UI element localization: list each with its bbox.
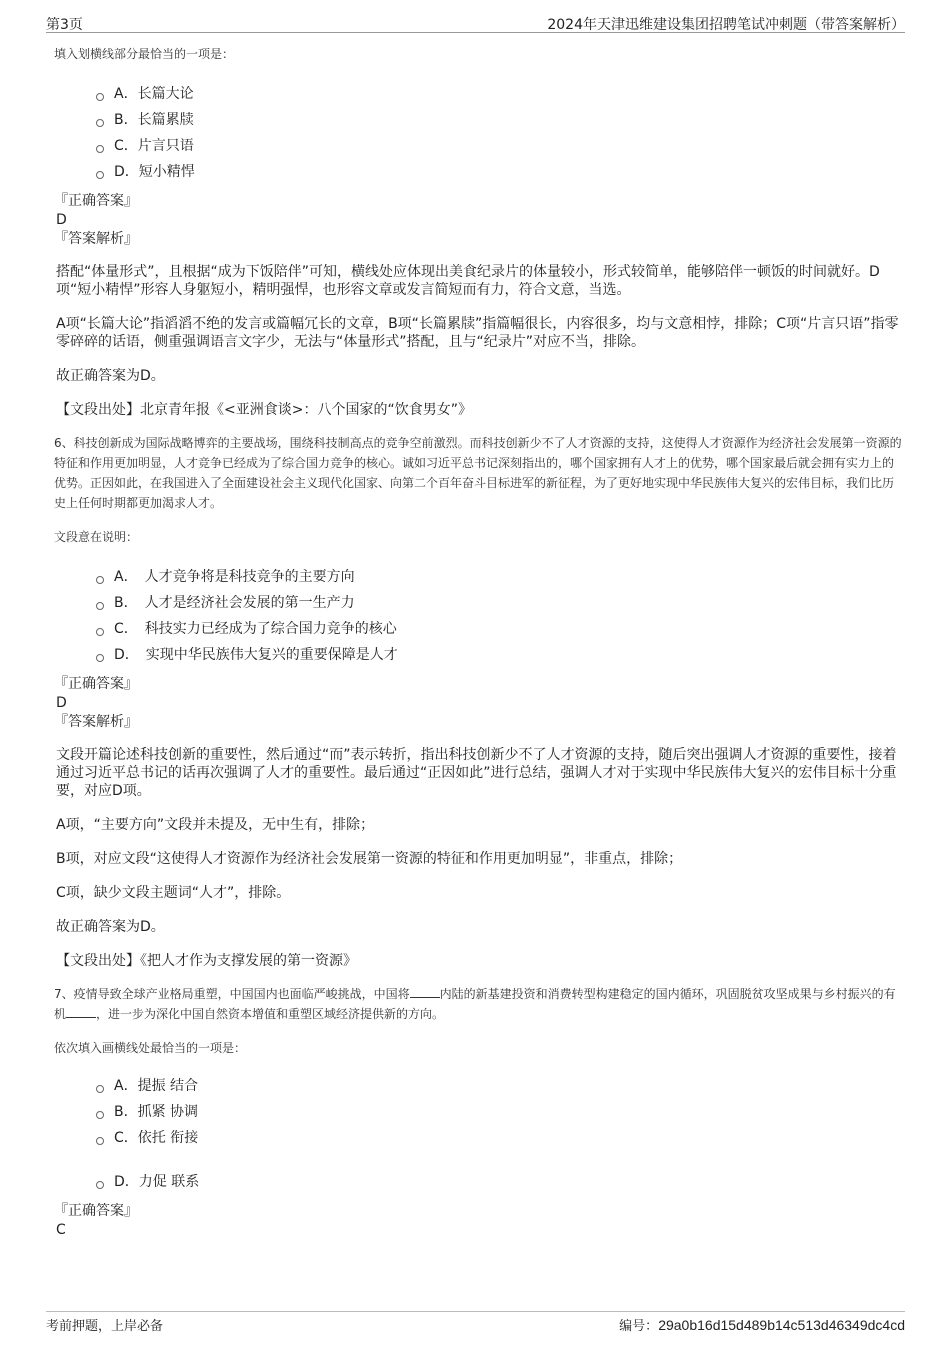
radio-icon[interactable]	[96, 119, 104, 127]
page-number: 第3页	[46, 17, 83, 33]
q6-source: 【文段出处】《把人才作为支撑发展的第一资源》	[56, 953, 357, 969]
option-label: A．长篇大论	[114, 86, 194, 102]
document-body	[54, 44, 902, 1239]
q5-analysis-paragraph: 搭配“体量形式”，且根据“成为下饭陪伴”可知，横线处应体现出美食纪录片的体量较小，形式较简单，能够陪伴一顿饭的时间就好。D项“短小精悍”形容人身躯短小，精明强悍，也形容文章或发言简短而有力，符合文意，当选。	[56, 264, 880, 298]
fill-blank	[66, 1005, 96, 1018]
q6-analysis-paragraph: A项，“主要方向”文段并未提及，无中生有，排除；	[56, 817, 375, 833]
fill-blank	[410, 985, 440, 998]
q7-options	[54, 1073, 902, 1195]
radio-icon[interactable]	[96, 1137, 104, 1145]
footer-slogan: 考前押题，上岸必备	[46, 1319, 164, 1334]
q5-analysis-paragraph: A项“长篇大论”指滔滔不绝的发言或篇幅冗长的文章，B项“长篇累牍”指篇幅很长，内容很多，均与文意相悖，排除；C项“片言只语”指零零碎碎的话语，侧重强调语言文字少，无法与“体量形式”搭配，且与“纪录片”对应不当，排除。	[56, 316, 899, 350]
code-label: 编号：	[619, 1319, 659, 1334]
option-label: D．力促 联系	[114, 1174, 200, 1190]
radio-icon[interactable]	[96, 654, 104, 662]
q5-option-a[interactable]	[96, 81, 902, 107]
q7-option-d[interactable]	[96, 1169, 902, 1195]
radio-icon[interactable]	[96, 602, 104, 610]
page-footer	[46, 1311, 905, 1334]
q7-stem: 7、疫情导致全球产业格局重塑，中国国内也面临严峻挑战，中国将 内陆的新基建投资和消费转型构建稳定的国内循环，巩固脱贫攻坚成果与乡村振兴的有机 ，进一步为深化中国自然资本增值和重塑区域经济提供新的方向。	[54, 987, 896, 1021]
radio-icon[interactable]	[96, 171, 104, 179]
option-label: C．片言只语	[114, 138, 194, 154]
q6-prompt: 文段意在说明：	[54, 530, 139, 544]
page-header	[46, 12, 905, 33]
document-title: 2024年天津迅维建设集团招聘笔试冲刺题（带答案解析）	[547, 17, 905, 33]
radio-icon[interactable]	[96, 145, 104, 153]
q7-option-c[interactable]	[96, 1125, 902, 1151]
option-label: A．提振 结合	[114, 1078, 199, 1094]
q6-analysis-paragraph: 文段开篇论述科技创新的重要性，然后通过“而”表示转折，指出科技创新少不了人才资源的支持，随后突出强调人才资源的重要性，接着通过习近平总书记的话再次强调了人才的重要性。最后通过“正因如此”进行总结，强调人才对于实现中华民族伟大复兴的宏伟目标十分重要，对应D项。	[56, 747, 897, 799]
option-label: D．短小精悍	[114, 164, 195, 180]
q7-option-b[interactable]	[96, 1099, 902, 1125]
radio-icon[interactable]	[96, 1085, 104, 1093]
radio-icon[interactable]	[96, 1111, 104, 1119]
q5-source: 【文段出处】北京青年报《<亚洲食谈>：八个国家的“饮食男女”》	[56, 402, 472, 418]
option-label: B．长篇累牍	[114, 112, 194, 128]
q5-analysis-label: 『答案解析』	[54, 231, 138, 247]
q5-prompt: 填入划横线部分最恰当的一项是：	[54, 47, 235, 61]
q6-option-c[interactable]	[96, 616, 902, 642]
option-label: A． 人才竞争将是科技竞争的主要方向	[114, 569, 355, 585]
q7-option-a[interactable]	[96, 1073, 902, 1099]
q6-analysis-paragraph: B项，对应文段“这使得人才资源作为经济社会发展第一资源的特征和作用更加明显”，非重点，排除；	[56, 851, 683, 867]
q5-option-b[interactable]	[96, 107, 902, 133]
q6-answer: D	[56, 695, 67, 711]
radio-icon[interactable]	[96, 93, 104, 101]
code-value: 29a0b16d15d489b14c513d46349dc4cd	[658, 1317, 905, 1333]
option-label: D． 实现中华民族伟大复兴的重要保障是人才	[114, 647, 398, 663]
document-code	[619, 1315, 905, 1334]
q7-answer: C	[56, 1222, 66, 1238]
q5-answer-label: 『正确答案』	[54, 193, 138, 209]
q5-options	[54, 81, 902, 185]
q6-options	[54, 564, 902, 668]
q7-prompt: 依次填入画横线处最恰当的一项是：	[54, 1041, 247, 1055]
radio-icon[interactable]	[96, 628, 104, 636]
q5-option-c[interactable]	[96, 133, 902, 159]
radio-icon[interactable]	[96, 576, 104, 584]
q6-option-a[interactable]	[96, 564, 902, 590]
q6-analysis-paragraph: C项，缺少文段主题词“人才”，排除。	[56, 885, 291, 901]
option-label: B． 人才是经济社会发展的第一生产力	[114, 595, 355, 611]
option-label: B．抓紧 协调	[114, 1104, 199, 1120]
q7-answer-label: 『正确答案』	[54, 1203, 138, 1219]
radio-icon[interactable]	[96, 1181, 104, 1189]
option-label: C．依托 衔接	[114, 1130, 199, 1146]
q6-analysis-label: 『答案解析』	[54, 714, 138, 730]
q6-conclusion: 故正确答案为D。	[56, 919, 165, 935]
q5-answer: D	[56, 212, 67, 228]
q5-option-d[interactable]	[96, 159, 902, 185]
q6-answer-label: 『正确答案』	[54, 676, 138, 692]
q6-stem: 6、科技创新成为国际战略博弈的主要战场，围绕科技制高点的竞争空前激烈。而科技创新少不了人才资源的支持，这使得人才资源作为经济社会发展第一资源的特征和作用更加明显，人才竞争已经成为了综合国力竞争的核心。诚如习近平总书记深刻指出的，哪个国家拥有人才上的优势，哪个国家最后就会拥有实力上的优势。正因如此，在我国进入了全面建设社会主义现代化国家、向第二个百年奋斗目标进军的新征程，为了更好地实现中华民族伟大复兴的宏伟目标，我们比历史上任何时期都更加渴求人才。	[54, 436, 902, 510]
q6-option-b[interactable]	[96, 590, 902, 616]
option-label: C． 科技实力已经成为了综合国力竞争的核心	[114, 621, 397, 637]
q6-option-d[interactable]	[96, 642, 902, 668]
q5-conclusion: 故正确答案为D。	[56, 368, 165, 384]
